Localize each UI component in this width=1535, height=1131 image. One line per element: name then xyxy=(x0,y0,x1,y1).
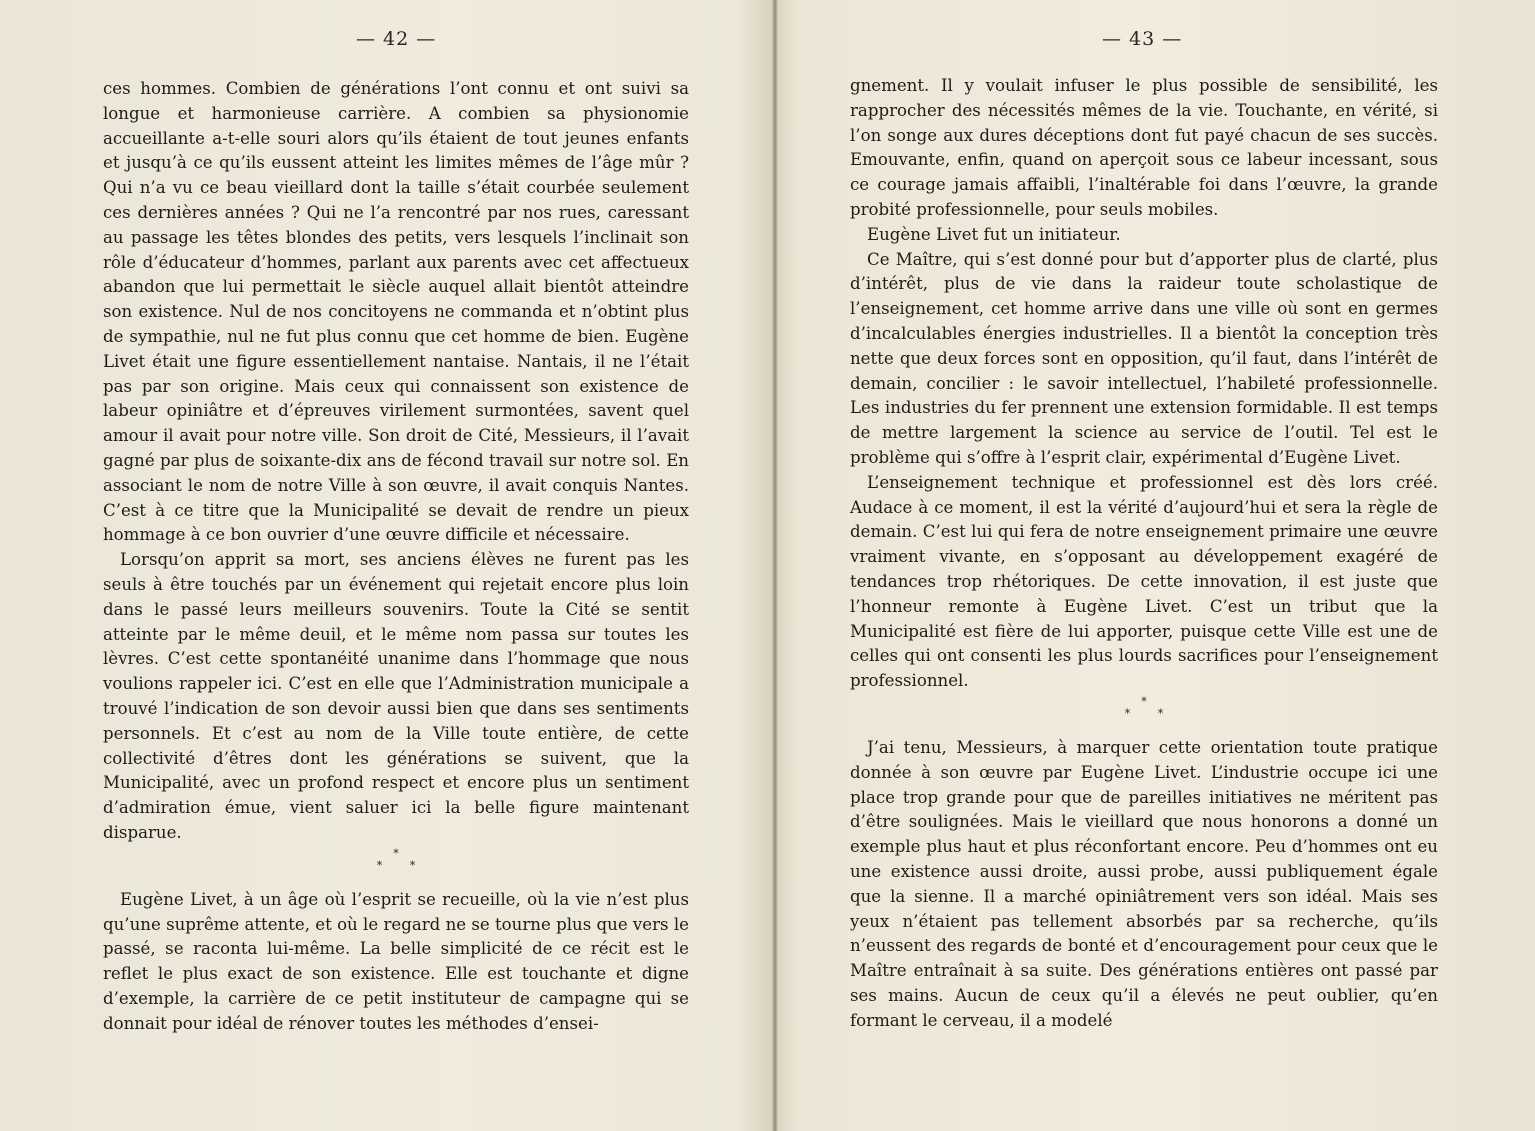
separator-star: * xyxy=(393,846,399,860)
paragraph: Eugène Livet, à un âge où l’esprit se recueille, où la vie n’est plus qu’une suprême attente, et où le regard ne se tourne plus que vers le passé, se raconta lui-même. La belle simplicité de ce récit est le reflet le plus exact de son existence. Elle est touchante et digne d’exemple, la carrière de ce petit instituteur de campagne qui se donnait pour idéal de rénover toutes les méthodes d’ensei- xyxy=(103,889,689,1033)
paragraph: Lorsqu’on apprit sa mort, ses anciens élèves ne furent pas les seuls à être touchés par un événement qui rejetait encore plus loin dans le passé leurs meilleurs souvenirs. Toute la Cité se sentit atteinte par le même deuil, et le même nom passa sur toutes les lèvres. C’est cette spontanéité unanime dans l’hommage que nous voulions rappeler ici. C’est en elle que l’Administration municipale a trouvé l’indication de son devoir aussi bien que dans ses sentiments personnels. Et c’est au nom de la Ville toute entière, de cette collectivité d’êtres dont les générations se suivent, que la Municipalité, avec un profond respect et encore plus un sentiment d’admiration émue, vient saluer ici la belle figure maintenant disparue. xyxy=(103,550,689,842)
section-separator xyxy=(103,848,689,888)
paragraph: L’enseignement technique et professionnel est dès lors créé. Audace à ce moment, il est la vérité d’aujourd’hui et sera la règle de demain. C’est lui qui fera de notre enseignement primaire une œuvre vraiment vivante, en s’opposant au développement exagéré de tendances trop rhétoriques. De cette innovation, il est juste que l’honneur remonte à Eugène Livet. C’est un tribut que la Municipalité est fière de lui apporter, puisque cette Ville est une de celles qui ont consenti les plus lourds sacrifices pour l’enseignement professionnel. xyxy=(850,472,1438,691)
paragraph: Ce Maître, qui s’est donné pour but d’apporter plus de clarté, plus d’intérêt, plus de vie dans la raideur toute scholastique de l’enseignement, cet homme arrive dans une ville où sont en germes d’incalculables énergies industrielles. Il a bientôt la conception très nette que deux forces sont en opposition, qu’il faut, dans l’intérêt de demain, concilier : le savoir intellectuel, l’habileté professionnelle. Les industries du fer prennent une extension formidable. Il est temps de mettre largement la science au service de l’outil. Tel est le problème qui s’offre à l’esprit clair, expérimental d’Eugène Livet. xyxy=(850,249,1438,467)
separator-stars: * * xyxy=(1124,706,1176,720)
paragraph: ces hommes. Combien de générations l’ont connu et ont suivi sa longue et harmonieuse carrière. A combien sa physionomie accueillante a-t-elle souri alors qu’ils étaient de tout jeunes enfants et jusqu’à ce qu’ils eussent atteint les limites mêmes de l’âge mûr ? Qui n’a vu ce beau vieillard dont la taille s’était courbée seulement ces dernières années ? Qui ne l’a rencontré par nos rues, caressant au passage les têtes blondes des petits, vers lesquels l’inclinait son rôle d’éducateur d’hommes, parlant aux parents avec cet affectueux abandon que lui permettait le siècle auquel allait bientôt atteindre son existence. Nul de nos concitoyens ne commanda et n’obtint plus de sympathie, nul ne fut plus connu que cet homme de bien. Eugène Livet était une figure essentiellement nantaise. Nantais, il ne l’était pas par son origine. Mais ceux qui connaissent son existence de labeur opiniâtre et d’épreuves virilement surmontées, savent quel amour il avait pour notre ville. Son droit de Cité, Messieurs, il l’avait gagné par plus de soixante-dix ans de fécond travail sur notre sol. En associant le nom de notre Ville à son œuvre, il avait conquis Nantes. C’est à ce titre que la Municipalité se devait de rendre un pieux hommage à ce bon ouvrier d’une œuvre difficile et nécessaire. xyxy=(103,79,689,545)
page-number: — 42 — xyxy=(356,28,437,50)
paragraph: Eugène Livet fut un initiateur. xyxy=(867,224,1121,244)
paragraph: J’ai tenu, Messieurs, à marquer cette orientation toute pratique donnée à son œuvre par Eugène Livet. L’industrie occupe ici une place trop grande pour que de pareilles initiatives ne méritent pas d’être soulignées. Mais le vieillard que nous honorons a donné un exemple plus haut et plus réconfortant encore. Peu d’hommes ont eu une existence aussi droite, aussi probe, aussi publiquement égale que la sienne. Il a marché opiniâtrement vers son idéal. Mais ses yeux n’étaient pas tellement absorbés par sa recherche, qu’ils n’eussent des regards de bonté et d’encouragement pour ceux que le Maître entraînait à sa suite. Des générations entières ont passé par ses mains. Aucun de ceux qu’il a élevés ne peut oublier, qu’en formant le cerveau, il a modelé xyxy=(850,737,1438,1030)
paragraph: gnement. Il y voulait infuser le plus possible de sensibilité, les rapprocher des nécessités mêmes de la vie. Touchante, en vérité, si l’on songe aux dures déceptions dont fut payé chacun de ses succès. Emouvante, enfin, quand on aperçoit sous ce labeur incessant, sous ce courage jamais affaibli, l’inaltérable foi dans l’œuvre, la grande probité professionnelle, pour seuls mobiles. xyxy=(850,76,1438,219)
page-body xyxy=(103,77,689,1036)
separator-stars: * * xyxy=(376,858,428,872)
page-body xyxy=(850,74,1438,1033)
page-number: — 43 — xyxy=(1102,28,1183,50)
separator-star: * xyxy=(1141,694,1147,708)
right-page xyxy=(778,0,1535,1131)
section-separator xyxy=(850,696,1438,736)
